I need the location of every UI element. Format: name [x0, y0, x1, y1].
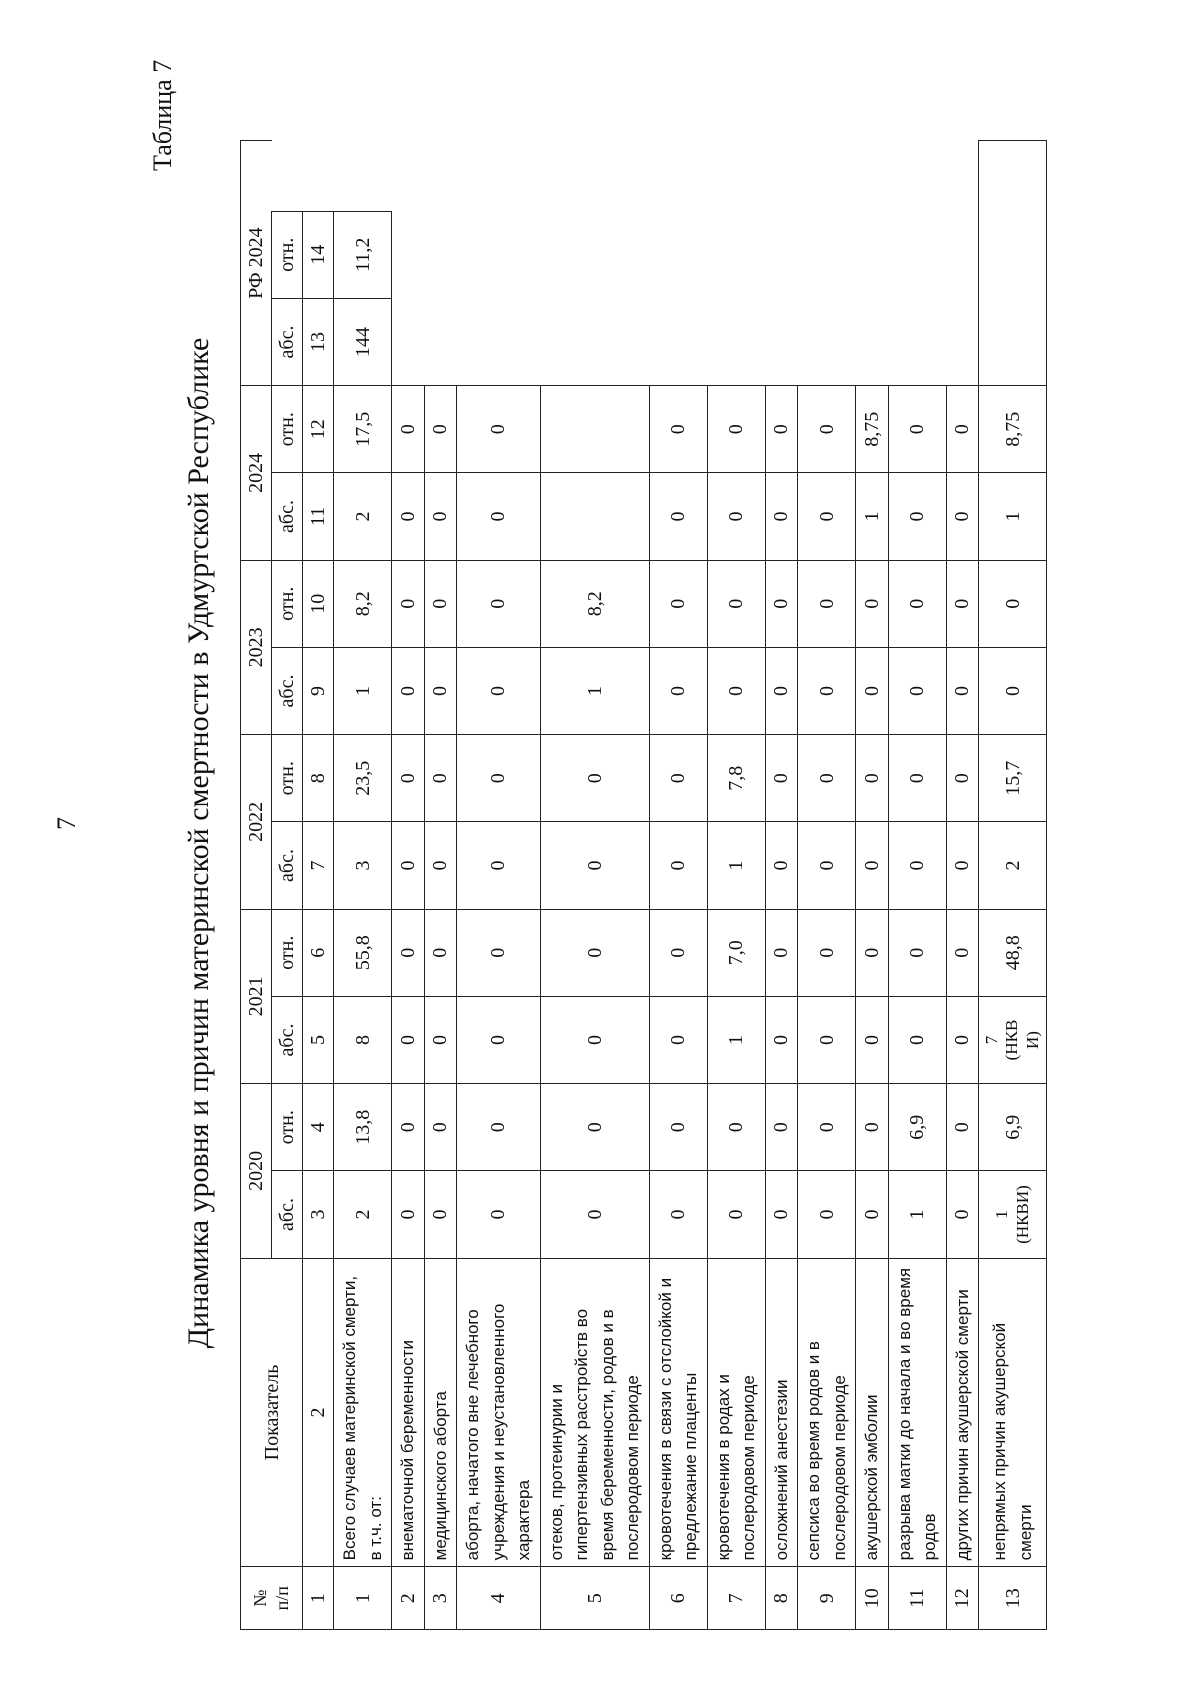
table-body — [241, 131, 1047, 1630]
row-value: 7,8 — [707, 735, 765, 822]
table-row — [334, 131, 392, 1630]
row-value: 0 — [649, 647, 707, 734]
row-value: 0 — [798, 822, 856, 909]
header-abs: абс. — [272, 1171, 303, 1258]
header-abs: абс. — [272, 822, 303, 909]
row-value: 2 — [334, 473, 392, 560]
row-value: 0 — [540, 735, 649, 822]
row-value: 0 — [946, 822, 979, 909]
header-row-col-numbers — [303, 131, 334, 1630]
col-number: 2 — [303, 1258, 334, 1567]
row-value: 0 — [457, 473, 541, 560]
row-value: 0 — [798, 909, 856, 996]
row-label: кровотечения в связи с отслойкой и предлежание плаценты — [649, 1258, 707, 1567]
row-value: 1 — [540, 647, 649, 734]
row-value: 0 — [888, 822, 946, 909]
row-label: медицинского аборта — [424, 1258, 457, 1567]
row-number: 5 — [540, 1567, 649, 1630]
header-rel: отн. — [272, 211, 303, 298]
col-number: 5 — [303, 996, 334, 1083]
row-value: 0 — [888, 647, 946, 734]
row-value: 0 — [649, 386, 707, 473]
row-value: 7,0 — [707, 909, 765, 996]
row-value: 0 — [765, 386, 798, 473]
row-value: 0 — [457, 735, 541, 822]
row-value: 0 — [707, 1084, 765, 1171]
row-value: 0 — [798, 1171, 856, 1258]
row-value: 0 — [946, 735, 979, 822]
row-value: 0 — [946, 473, 979, 560]
row-value: 0 — [540, 1171, 649, 1258]
row-number: 13 — [979, 1567, 1047, 1630]
row-value: 2 — [979, 822, 1047, 909]
header-abs: абс. — [272, 996, 303, 1083]
row-value: 0 — [457, 909, 541, 996]
row-value: 8,2 — [540, 560, 649, 647]
row-value: 0 — [888, 386, 946, 473]
col-number: 10 — [303, 560, 334, 647]
row-number: 10 — [856, 1567, 889, 1630]
row-value: 6,9 — [979, 1084, 1047, 1171]
row-value: 0 — [888, 909, 946, 996]
rf-rel: 11,2 — [334, 211, 392, 298]
col-number: 7 — [303, 822, 334, 909]
row-value: 0 — [946, 560, 979, 647]
col-number: 4 — [303, 1084, 334, 1171]
row-label: аборта, начатого вне лечебного учреждения и неустановленного характера — [457, 1258, 541, 1567]
row-value: 0 — [540, 1084, 649, 1171]
row-value: 0 — [392, 996, 425, 1083]
header-num: № п/п — [241, 1567, 303, 1630]
table-row — [979, 131, 1047, 1630]
row-value: 2 — [334, 1171, 392, 1258]
header-rel: отн. — [272, 560, 303, 647]
row-value: 0 — [392, 386, 425, 473]
row-value: 55,8 — [334, 909, 392, 996]
row-number: 3 — [424, 1567, 457, 1630]
table-caption: Таблица 7 — [148, 59, 177, 171]
row-value: 3 — [334, 822, 392, 909]
row-value: 0 — [424, 1171, 457, 1258]
row-value: 8,75 — [856, 386, 889, 473]
row-value: 15,7 — [979, 735, 1047, 822]
row-value: 0 — [424, 996, 457, 1083]
row-value: 0 — [856, 1171, 889, 1258]
row-value: 23,5 — [334, 735, 392, 822]
table-row — [392, 131, 425, 1630]
row-value: 0 — [798, 473, 856, 560]
row-value: 0 — [707, 386, 765, 473]
row-value: 0 — [392, 473, 425, 560]
header-abs: абс. — [272, 298, 303, 385]
header-rel: отн. — [272, 735, 303, 822]
row-value: 1 — [888, 1171, 946, 1258]
row-value: 0 — [946, 386, 979, 473]
page-number: 7 — [52, 817, 81, 830]
row-value: 0 — [392, 1084, 425, 1171]
row-value: 0 — [424, 647, 457, 734]
row-value: 8,2 — [334, 560, 392, 647]
row-number: 2 — [392, 1567, 425, 1630]
row-value: 0 — [856, 1084, 889, 1171]
row-number: 9 — [798, 1567, 856, 1630]
header-year: 2023 — [241, 560, 272, 735]
rf-empty-area — [392, 141, 979, 386]
row-value: 0 — [946, 647, 979, 734]
row-value: 0 — [946, 996, 979, 1083]
row-label: сепсиса во время родов и в послеродовом периоде — [798, 1258, 856, 1567]
row-value: 0 — [392, 735, 425, 822]
header-year: 2021 — [241, 909, 272, 1084]
row-value: 1 — [334, 647, 392, 734]
row-value: 0 — [540, 996, 649, 1083]
row-value: 0 — [856, 647, 889, 734]
row-value: 0 — [540, 822, 649, 909]
row-number: 12 — [946, 1567, 979, 1630]
header-year: 2022 — [241, 735, 272, 910]
col-number: 12 — [303, 386, 334, 473]
row-value: 0 — [798, 735, 856, 822]
row-value: 0 — [424, 735, 457, 822]
row-value: 0 — [457, 647, 541, 734]
row-value: 0 — [457, 1084, 541, 1171]
row-label: осложнений анестезии — [765, 1258, 798, 1567]
row-value — [540, 473, 649, 560]
row-value: 0 — [457, 996, 541, 1083]
row-value: 0 — [392, 1171, 425, 1258]
row-value: 0 — [798, 647, 856, 734]
row-value: 0 — [649, 473, 707, 560]
row-value: 0 — [649, 560, 707, 647]
header-rel: отн. — [272, 1084, 303, 1171]
row-value: 0 — [424, 822, 457, 909]
row-value: 8 — [334, 996, 392, 1083]
row-value: 0 — [707, 560, 765, 647]
rf-abs: 144 — [334, 298, 392, 385]
row-number: 4 — [457, 1567, 541, 1630]
row-value: 17,5 — [334, 386, 392, 473]
row-label: акушерской эмболии — [856, 1258, 889, 1567]
header-year: 2020 — [241, 1084, 272, 1259]
row-value: 6,9 — [888, 1084, 946, 1171]
row-value: 48,8 — [979, 909, 1047, 996]
row-value: 0 — [424, 473, 457, 560]
row-value: 0 — [424, 909, 457, 996]
col-number: 6 — [303, 909, 334, 996]
row-label: внематочной беременности — [392, 1258, 425, 1567]
row-value: 0 — [856, 560, 889, 647]
row-value: 1 — [707, 822, 765, 909]
row-value: 0 — [424, 386, 457, 473]
row-value: 0 — [649, 822, 707, 909]
row-value: 0 — [798, 560, 856, 647]
right-pad — [334, 141, 392, 212]
row-value: 0 — [856, 735, 889, 822]
row-value: 0 — [765, 735, 798, 822]
header-year: РФ 2024 — [241, 141, 272, 386]
row-value: 0 — [649, 996, 707, 1083]
row-value: 0 — [798, 1084, 856, 1171]
row-value: 0 — [392, 560, 425, 647]
row-value: 0 — [856, 909, 889, 996]
header-row-years — [241, 131, 272, 1630]
row-value: 0 — [765, 473, 798, 560]
row-label: Всего случаев материнской смерти, в т.ч. от: — [334, 1258, 392, 1567]
row-value: 0 — [707, 473, 765, 560]
row-value: 1 — [856, 473, 889, 560]
col-number: 11 — [303, 473, 334, 560]
col-number: 9 — [303, 647, 334, 734]
row-value: 0 — [649, 1171, 707, 1258]
row-value: 0 — [888, 996, 946, 1083]
col-number: 1 — [303, 1567, 334, 1630]
row-number: 11 — [888, 1567, 946, 1630]
row-value: 0 — [540, 909, 649, 996]
row-value: 0 — [649, 735, 707, 822]
row-value: 0 — [392, 909, 425, 996]
row-label: разрыва матки до начала и во время родов — [888, 1258, 946, 1567]
row-value: 0 — [888, 735, 946, 822]
header-rel: отн. — [272, 386, 303, 473]
row-value: 0 — [856, 822, 889, 909]
row-value: 0 — [392, 822, 425, 909]
row-value: 0 — [765, 909, 798, 996]
row-value — [540, 386, 649, 473]
row-value: 1 — [707, 996, 765, 1083]
row-label: кровотечения в родах и послеродовом периоде — [707, 1258, 765, 1567]
row-label: других причин акушерской смерти — [946, 1258, 979, 1567]
row-number: 8 — [765, 1567, 798, 1630]
header-indicator: Показатель — [241, 1258, 303, 1567]
row-number: 1 — [334, 1567, 392, 1630]
row-value: 0 — [765, 647, 798, 734]
row-value: 0 — [765, 560, 798, 647]
row-value: 0 — [946, 909, 979, 996]
row-value: 13,8 — [334, 1084, 392, 1171]
header-abs: абс. — [272, 473, 303, 560]
row-value: 0 — [888, 473, 946, 560]
row-value: 0 — [457, 822, 541, 909]
row-value: 0 — [424, 560, 457, 647]
row-value: 7 (НКВ И) — [979, 996, 1047, 1083]
row-number: 6 — [649, 1567, 707, 1630]
row-value: 0 — [946, 1084, 979, 1171]
row-value: 0 — [457, 560, 541, 647]
mortality-table — [240, 130, 1047, 1630]
header-rel: отн. — [272, 909, 303, 996]
col-number: 14 — [303, 211, 334, 298]
row-value: 0 — [649, 909, 707, 996]
row-value: 0 — [457, 386, 541, 473]
row-value: 0 — [798, 996, 856, 1083]
row-value: 0 — [765, 1084, 798, 1171]
header-year: 2024 — [241, 386, 272, 561]
row-value: 0 — [856, 996, 889, 1083]
row-number: 7 — [707, 1567, 765, 1630]
row-value: 0 — [946, 1171, 979, 1258]
row-value: 0 — [457, 1171, 541, 1258]
row-value: 0 — [979, 647, 1047, 734]
row-value: 8,75 — [979, 386, 1047, 473]
row-value: 1 — [979, 473, 1047, 560]
row-value: 0 — [649, 1084, 707, 1171]
row-value: 0 — [979, 560, 1047, 647]
row-value: 0 — [798, 386, 856, 473]
header-abs: абс. — [272, 647, 303, 734]
rf-empty-cell — [979, 141, 1047, 386]
right-pad — [303, 141, 334, 212]
row-value: 0 — [765, 822, 798, 909]
row-value: 0 — [424, 1084, 457, 1171]
col-number: 13 — [303, 298, 334, 385]
row-value: 0 — [765, 996, 798, 1083]
row-label: непрямых причин акушерской смерти — [979, 1258, 1047, 1567]
row-value: 0 — [392, 647, 425, 734]
row-value: 1 (НКВИ) — [979, 1171, 1047, 1258]
row-value: 0 — [765, 1171, 798, 1258]
row-value: 0 — [707, 647, 765, 734]
col-number: 3 — [303, 1171, 334, 1258]
col-number: 8 — [303, 735, 334, 822]
row-value: 0 — [707, 1171, 765, 1258]
row-label: отеков, протеинурии и гипертензивных расстройств во время беременности, родов и в послеродовом периоде — [540, 1258, 649, 1567]
right-pad — [272, 141, 303, 212]
row-value: 0 — [888, 560, 946, 647]
table-title: Динамика уровня и причин материнской смертности в Удмуртской Республике — [182, 337, 215, 1349]
